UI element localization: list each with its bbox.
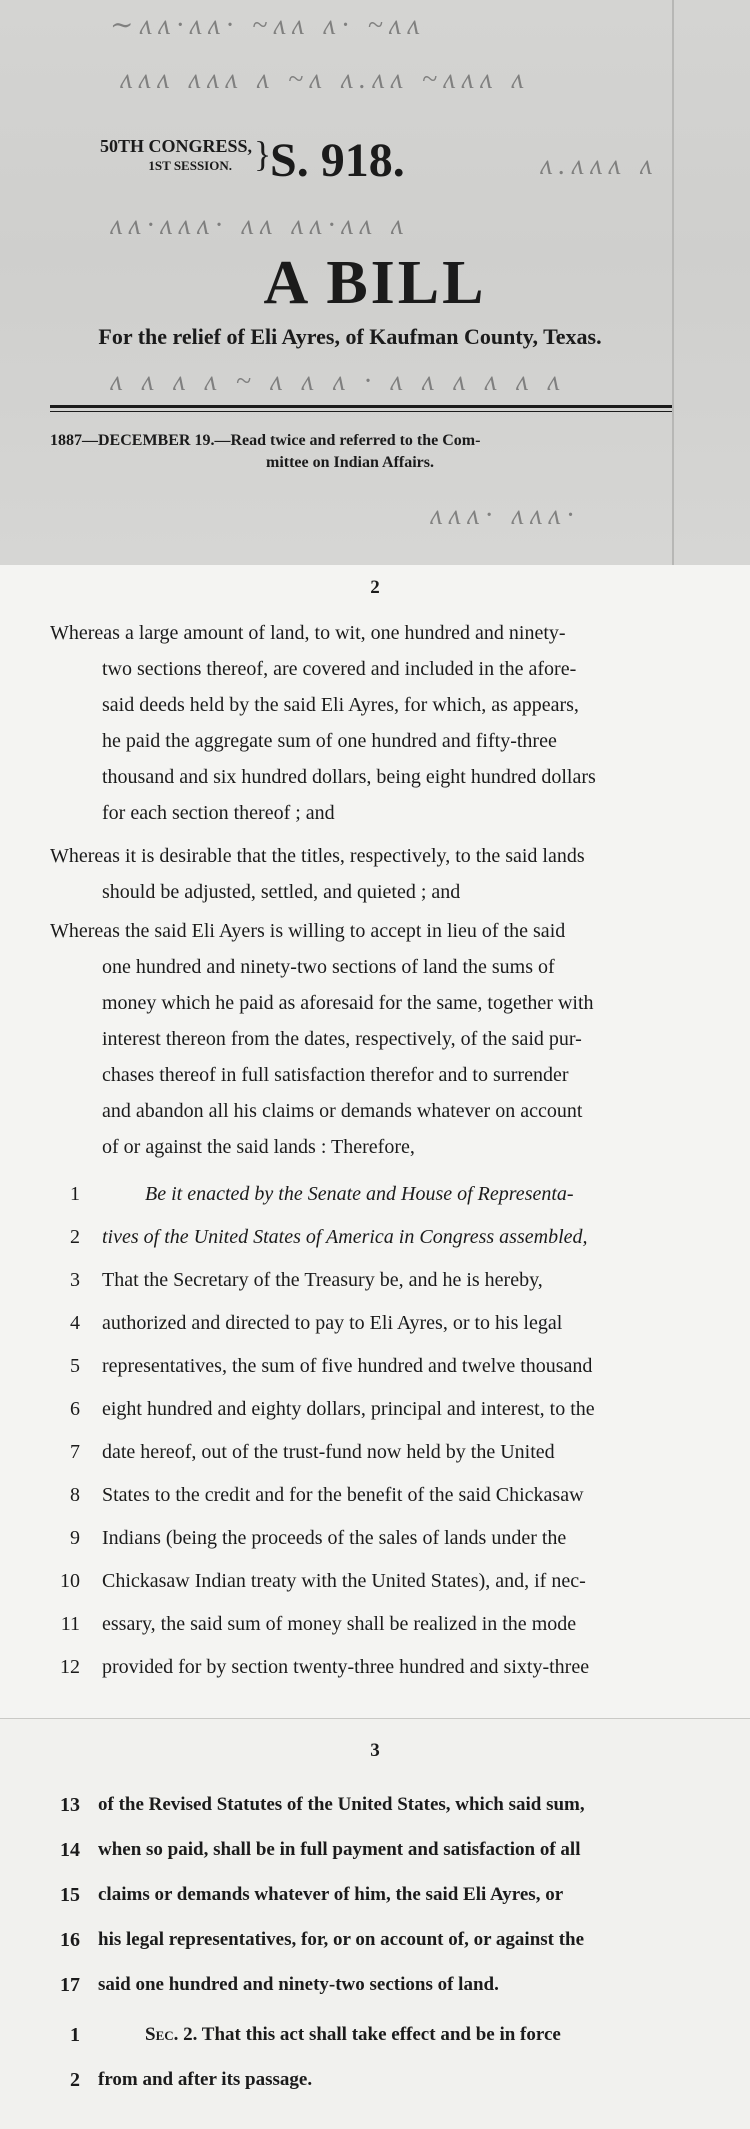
line-text: tives of the United States of America in Congress assembled, (102, 1226, 588, 1248)
scan-edge-line (672, 0, 674, 565)
line-number: 13 (60, 1794, 80, 1816)
clause-line: one hundred and ninety-two sections of land the sums of (102, 956, 555, 978)
line-number: 7 (70, 1441, 80, 1463)
numbered-line (50, 1875, 700, 1915)
handwriting-scribble: ʌʌʌ ʌʌʌ ʌ ~ʌ ʌ.ʌʌ ~ʌʌʌ ʌ (120, 64, 530, 95)
bill-subtitle: For the relief of Eli Ayres, of Kaufman County, Texas. (98, 324, 602, 349)
bill-title: A BILL (263, 249, 487, 317)
line-number: 4 (70, 1312, 80, 1334)
numbered-line (50, 1920, 700, 1960)
line-number: 1 (70, 1183, 80, 1205)
line-number: 11 (60, 1613, 80, 1635)
numbered-line (50, 1303, 700, 1343)
numbered-line (50, 1432, 700, 1472)
line-text: when so paid, shall be in full payment and satisfaction of all (98, 1839, 581, 1860)
numbered-line (50, 1785, 700, 1825)
section-text: That this act shall take effect and be in force (197, 2024, 561, 2045)
congress-label (52, 136, 252, 176)
numbered-line (50, 1389, 700, 1429)
line-text: representatives, the sum of five hundred and twelve thousand (102, 1355, 593, 1377)
section-label: Sec. 2. (145, 2024, 198, 2045)
clause-line: he paid the aggregate sum of one hundred and fifty-three (102, 730, 557, 752)
congress-number: 50TH CONGRESS, (99, 136, 252, 156)
line-number: 17 (60, 1974, 80, 1996)
numbered-line (50, 1965, 700, 2005)
line-text: That the Secretary of the Treasury be, and he is hereby, (102, 1269, 543, 1291)
line-text (145, 2015, 750, 2055)
handwriting-scribble: ʌʌ·ʌʌʌ· ʌʌ ʌʌ·ʌʌ ʌ (110, 210, 410, 241)
numbered-line (50, 1260, 700, 1300)
numbered-line (50, 1217, 700, 1257)
line-number: 10 (60, 1570, 80, 1592)
line-text: of the Revised Statutes of the United States, which said sum, (98, 1794, 585, 1815)
line-number: 3 (70, 1269, 80, 1291)
whereas-clause-2 (50, 838, 700, 910)
line-number: 8 (70, 1484, 80, 1506)
line-number: 14 (60, 1839, 80, 1861)
line-number: 15 (60, 1884, 80, 1906)
numbered-line (50, 1647, 700, 1687)
line-text: Indians (being the proceeds of the sales of lands under the (102, 1527, 567, 1549)
whereas-clause-3 (50, 913, 700, 1165)
line-text: Chickasaw Indian treaty with the United States), and, if nec- (102, 1570, 586, 1592)
numbered-line (50, 1561, 700, 1601)
clause-line: money which he paid as aforesaid for the same, together with (102, 992, 594, 1014)
line-text: his legal representatives, for, or on account of, or against the (98, 1929, 585, 1950)
divider-rule (50, 411, 672, 412)
line-text: said one hundred and ninety-two sections of land. (98, 1974, 499, 1995)
divider-rule (50, 405, 672, 408)
line-number: 5 (70, 1355, 80, 1377)
clause-line: Whereas the said Eli Ayers is willing to accept in lieu of the said (50, 920, 566, 942)
section-two-line (50, 2060, 700, 2100)
line-text: essary, the said sum of money shall be realized in the mode (102, 1613, 577, 1635)
line-number: 16 (60, 1929, 80, 1951)
action-line: 1887—DECEMBER 19.—Read twice and referred to the Com- (50, 432, 481, 449)
line-number: 1 (70, 2024, 80, 2046)
line-text: eight hundred and eighty dollars, principal and interest, to the (102, 1398, 595, 1420)
session-number: 1ST SESSION. (148, 158, 232, 173)
clause-line: for each section thereof ; and (102, 802, 335, 824)
clause-line: thousand and six hundred dollars, being eight hundred dollars (102, 766, 596, 788)
section-two-line (50, 2015, 700, 2055)
line-text: provided for by section twenty-three hundred and sixty-three (102, 1656, 590, 1678)
line-text: date hereof, out of the trust-fund now held by the United (102, 1441, 555, 1463)
line-text: claims or demands whatever of him, the said Eli Ayres, or (98, 1884, 564, 1905)
numbered-line (50, 1830, 700, 1870)
clause-line: chases thereof in full satisfaction therefor and to surrender (102, 1064, 569, 1086)
brace-glyph: } (254, 134, 272, 174)
bill-number: S. 918. (270, 134, 405, 187)
clause-line: interest thereon from the dates, respectively, of the said pur- (102, 1028, 582, 1050)
line-text: from and after its passage. (98, 2069, 313, 2090)
handwriting-scribble: ʌ.ʌʌʌ ʌ (540, 150, 659, 181)
clause-line: Whereas a large amount of land, to wit, one hundred and ninety- (50, 622, 566, 644)
bill-cover (0, 0, 750, 565)
line-number: 2 (70, 2069, 80, 2091)
whereas-clause-1 (50, 615, 700, 831)
action-line: mittee on Indian Affairs. (266, 454, 434, 471)
line-text: States to the credit and for the benefit of the said Chickasaw (102, 1484, 584, 1506)
line-text: Be it enacted by the Senate and House of Representa- (145, 1183, 574, 1205)
handwriting-scribble: ∼ʌʌ·ʌʌ· ~ʌʌ ʌ· ~ʌʌ (110, 10, 426, 41)
legislative-action (50, 430, 650, 474)
clause-line: of or against the said lands : Therefore, (102, 1136, 415, 1158)
clause-line: and abandon all his claims or demands whatever on account (102, 1100, 583, 1122)
clause-line: should be adjusted, settled, and quieted ; and (102, 881, 461, 903)
line-number: 2 (70, 1226, 80, 1248)
line-number: 9 (70, 1527, 80, 1549)
numbered-line (50, 1174, 700, 1214)
numbered-line (50, 1475, 700, 1515)
numbered-line (50, 1604, 700, 1644)
line-number: 12 (60, 1656, 80, 1678)
clause-line: two sections thereof, are covered and included in the afore- (102, 658, 577, 680)
numbered-line (50, 1518, 700, 1558)
clause-line: Whereas it is desirable that the titles, respectively, to the said lands (50, 845, 585, 867)
handwriting-scribble: ʌ ʌ ʌ ʌ ~ ʌ ʌ ʌ · ʌ ʌ ʌ ʌ ʌ ʌ (110, 366, 566, 397)
line-number: 6 (70, 1398, 80, 1420)
page-number: 2 (370, 577, 380, 598)
page-number: 3 (370, 1740, 380, 1761)
clause-line: said deeds held by the said Eli Ayres, for which, as appears, (102, 694, 579, 716)
numbered-line (50, 1346, 700, 1386)
line-text: authorized and directed to pay to Eli Ayres, or to his legal (102, 1312, 563, 1334)
handwriting-scribble: ʌʌʌ· ʌʌʌ· (430, 500, 580, 531)
